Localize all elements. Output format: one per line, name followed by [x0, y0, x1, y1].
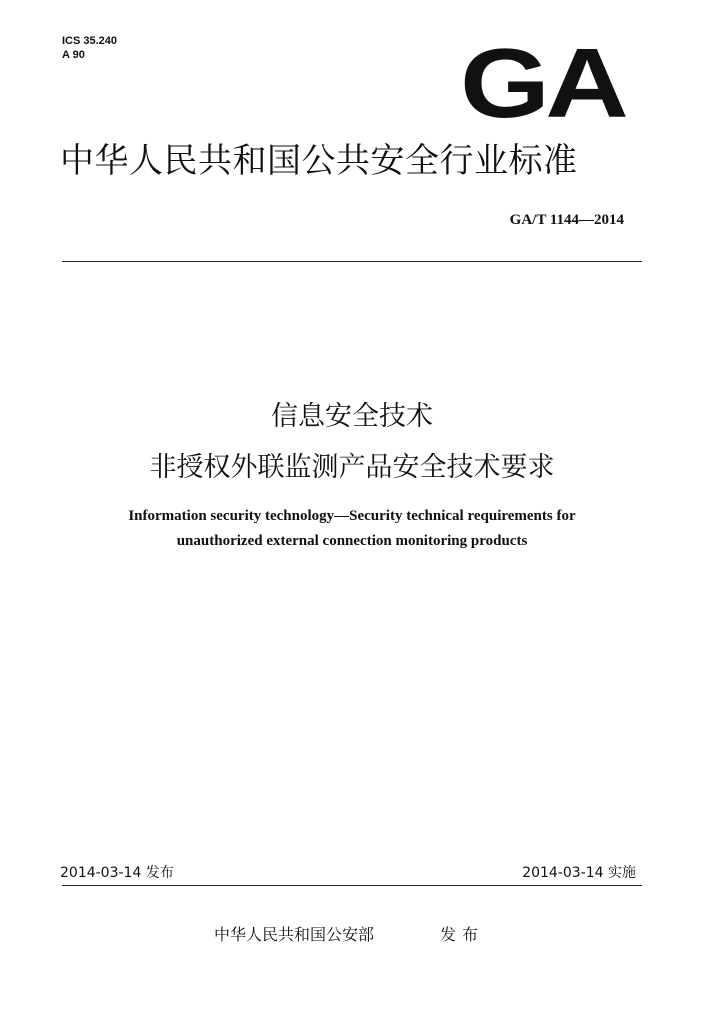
implementation-date: 2014-03-14 实施: [522, 865, 636, 881]
top-divider: [62, 261, 642, 262]
bottom-divider: [62, 885, 642, 886]
ccs-code: A 90: [62, 49, 85, 61]
classification-codes: [62, 34, 117, 62]
issuing-authority: 中华人民共和国公安部: [214, 925, 375, 944]
document-title-cn-line1: 信息安全技术: [271, 401, 433, 432]
standard-category-title: 中华人民共和国公共安全行业标准: [60, 141, 578, 181]
document-title-en-line2: unauthorized external connection monitoring products: [176, 533, 528, 549]
ga-logo: GA: [460, 28, 625, 138]
issue-date: 2014-03-14 发布: [60, 865, 174, 881]
document-title-cn-line2: 非授权外联监测产品安全技术要求: [149, 452, 555, 483]
ics-code: ICS 35.240: [62, 35, 118, 47]
issue-label: 发布: [440, 925, 485, 944]
standard-number: GA/T 1144—2014: [509, 212, 624, 228]
document-title-en-line1: Information security technology—Security technical requirements for: [128, 508, 576, 524]
